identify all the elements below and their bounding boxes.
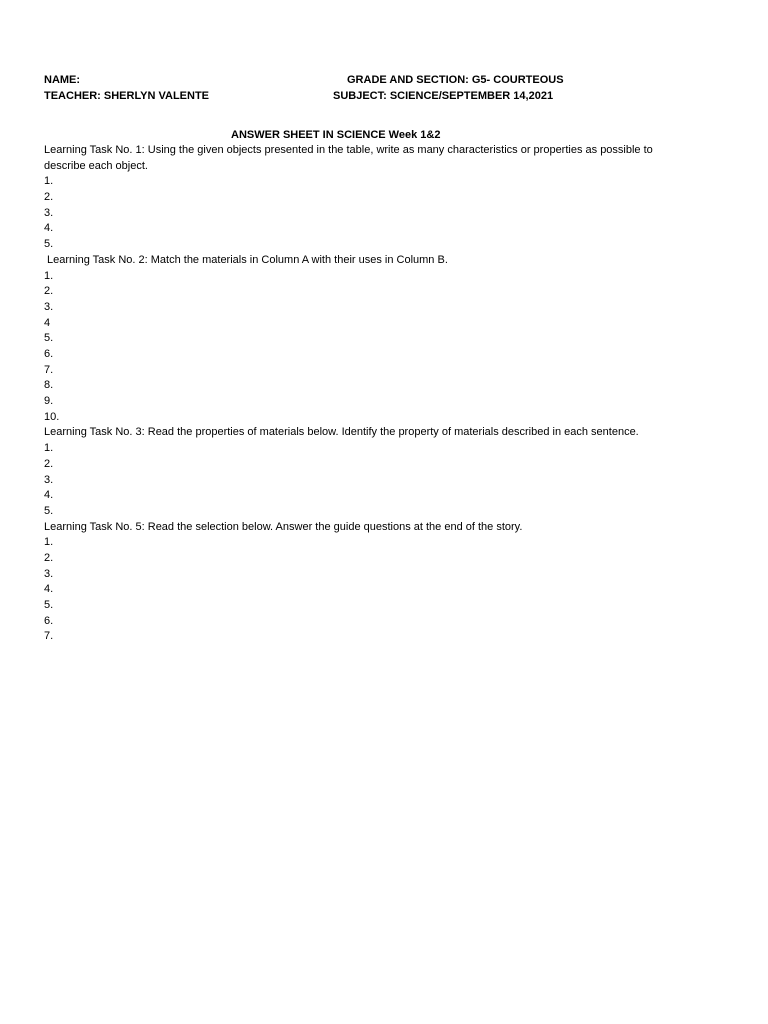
answer-number: 6. bbox=[44, 347, 54, 360]
task-heading: Learning Task No. 3: Read the properties of materials below. Identify the property of materials described in each sentence. bbox=[44, 426, 639, 439]
answer-number: 3. bbox=[44, 567, 54, 580]
learning-task-5 bbox=[44, 520, 694, 646]
answer-number: 2. bbox=[44, 285, 54, 298]
page-title: ANSWER SHEET IN SCIENCE Week 1&2 bbox=[231, 129, 441, 141]
answer-number: 6. bbox=[44, 614, 54, 627]
answer-number: 9. bbox=[44, 395, 54, 408]
answer-number: 1. bbox=[44, 175, 54, 188]
learning-task-3 bbox=[44, 425, 694, 519]
task-heading: Learning Task No. 5: Read the selection below. Answer the guide questions at the end of the story. bbox=[44, 520, 523, 533]
answer-number: 7. bbox=[44, 630, 54, 643]
answer-number: 10. bbox=[44, 410, 60, 423]
header-row-2 bbox=[44, 88, 724, 104]
learning-task-1 bbox=[44, 143, 694, 253]
header-row-1 bbox=[44, 72, 724, 88]
answer-number: 4. bbox=[44, 222, 54, 235]
grade-section-label: GRADE AND SECTION: G5- COURTEOUS bbox=[347, 74, 564, 86]
answer-number: 3. bbox=[44, 206, 54, 219]
answer-number: 5. bbox=[44, 504, 54, 517]
answer-number: 2. bbox=[44, 191, 54, 204]
answer-number: 2. bbox=[44, 551, 54, 564]
answer-number: 5. bbox=[44, 599, 54, 612]
answer-number: 4 bbox=[44, 316, 51, 329]
answer-number: 3. bbox=[44, 300, 54, 313]
task-heading: Learning Task No. 1: Using the given objects presented in the table, write as many characteristics or properties as possible to describe each object. bbox=[44, 144, 653, 172]
answer-number: 4. bbox=[44, 489, 54, 502]
task-heading: Learning Task No. 2: Match the materials in Column A with their uses in Column B. bbox=[47, 253, 448, 266]
name-label: NAME: bbox=[44, 74, 81, 86]
answer-number: 4. bbox=[44, 583, 54, 596]
answer-number: 5. bbox=[44, 332, 54, 345]
teacher-label: TEACHER: SHERLYN VALENTE bbox=[44, 90, 210, 102]
answer-number: 5. bbox=[44, 238, 54, 251]
answer-body bbox=[44, 143, 694, 645]
learning-task-2 bbox=[44, 253, 694, 426]
answer-number: 7. bbox=[44, 363, 54, 376]
subject-label: SUBJECT: SCIENCE/SEPTEMBER 14,2021 bbox=[333, 90, 554, 102]
answer-number: 1. bbox=[44, 442, 54, 455]
answer-number: 1. bbox=[44, 269, 54, 282]
answer-number: 3. bbox=[44, 473, 54, 486]
answer-number: 8. bbox=[44, 379, 54, 392]
answer-number: 2. bbox=[44, 457, 54, 470]
answer-number: 1. bbox=[44, 536, 54, 549]
